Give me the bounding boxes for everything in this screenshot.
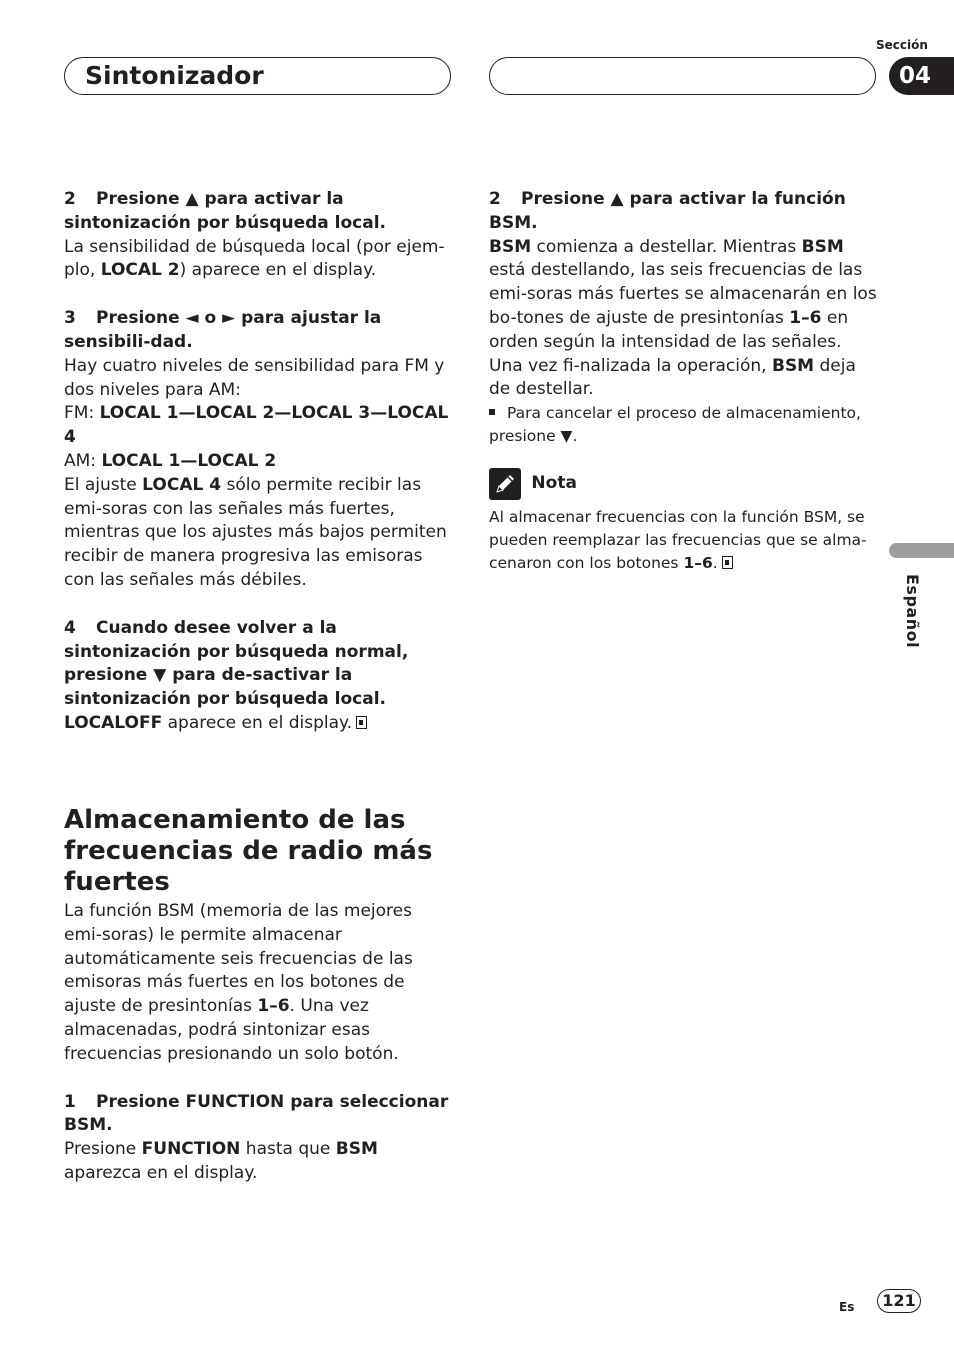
bsm-section xyxy=(64,805,452,1186)
step-3-body: Hay cuatro niveles de sensibilidad para FM y dos niveles para AM: xyxy=(64,355,445,400)
left-column xyxy=(64,188,452,736)
section-label: Sección xyxy=(876,38,928,52)
am-levels: AM: LOCAL 1—LOCAL 2 xyxy=(64,450,277,471)
section-number-tab: 04 xyxy=(889,57,954,95)
step-4-body: LOCALOFF aparece en el display. xyxy=(64,712,452,736)
fm-levels: FM: LOCAL 1—LOCAL 2—LOCAL 3—LOCAL 4 xyxy=(64,403,449,448)
step-3-note: El ajuste LOCAL 4 sólo permite recibir las emi-soras con las señales más fuertes, mientras que los ajustes más bajos permiten recibir de manera progresiva las emisoras con las señales más débiles. xyxy=(64,474,447,590)
section-heading: Almacenamiento de las frecuencias de radio más fuertes xyxy=(64,805,433,897)
bsm-step-2-title: 2 Presione ▲ para activar la función BSM. xyxy=(489,189,846,233)
step-3-title: 3 Presione ◄ o ► para ajustar la sensibili-dad. xyxy=(64,308,382,352)
step-2-title: 2 Presione ▲ para activar la sintonización por búsqueda local. xyxy=(64,189,386,233)
footer-language-code: Es xyxy=(839,1300,855,1314)
right-column xyxy=(489,188,877,575)
cancel-bullet: Para cancelar el proceso de almacenamiento, presione ▼. xyxy=(489,404,861,446)
note-header: Nota xyxy=(489,468,877,500)
note-body: Al almacenar frecuencias con la función BSM, se pueden reemplazar las frecuencias que se alma-cenaron con los botones 1–6. xyxy=(489,508,867,573)
end-mark-icon xyxy=(356,716,367,729)
language-tab-marker xyxy=(889,543,954,558)
step-1-body: Presione FUNCTION hasta que BSM aparezca en el display. xyxy=(64,1139,378,1183)
header-empty-box xyxy=(489,57,876,95)
chapter-title: Sintonizador xyxy=(85,61,264,90)
page-number: 121 xyxy=(877,1289,921,1313)
step-2-body: La sensibilidad de búsqueda local (por ejem-plo, LOCAL 2) aparece en el display. xyxy=(64,236,445,281)
bullet-icon xyxy=(489,409,495,415)
step-1-title: 1 Presione FUNCTION para seleccionar BSM. xyxy=(64,1091,449,1136)
pencil-note-icon xyxy=(489,468,521,500)
step-4-title: 4 Cuando desee volver a la sintonización por búsqueda normal, presione ▼ para de-sactivar la sintonización por búsqueda local. xyxy=(64,617,409,710)
bsm-intro: La función BSM (memoria de las mejores emi-soras) le permite almacenar automáticamente seis frecuencias de las emisoras más fuertes en los botones de ajuste de presintonías 1–6. Una vez almacenadas, podrá sintonizar esas frecuencias presionando un solo botón. xyxy=(64,901,413,1064)
end-mark-icon xyxy=(722,556,733,569)
chapter-header xyxy=(64,57,451,95)
language-label: Español xyxy=(903,574,922,649)
bsm-step-2-body: BSM comienza a destellar. Mientras BSM está destellando, las seis frecuencias de las emi-soras más fuertes se almacenarán en los bo-tones de ajuste de presintonías 1–6 en orden según la intensidad de las señales. Una vez fi-nalizada la operación, BSM deja de destellar. xyxy=(489,236,877,400)
